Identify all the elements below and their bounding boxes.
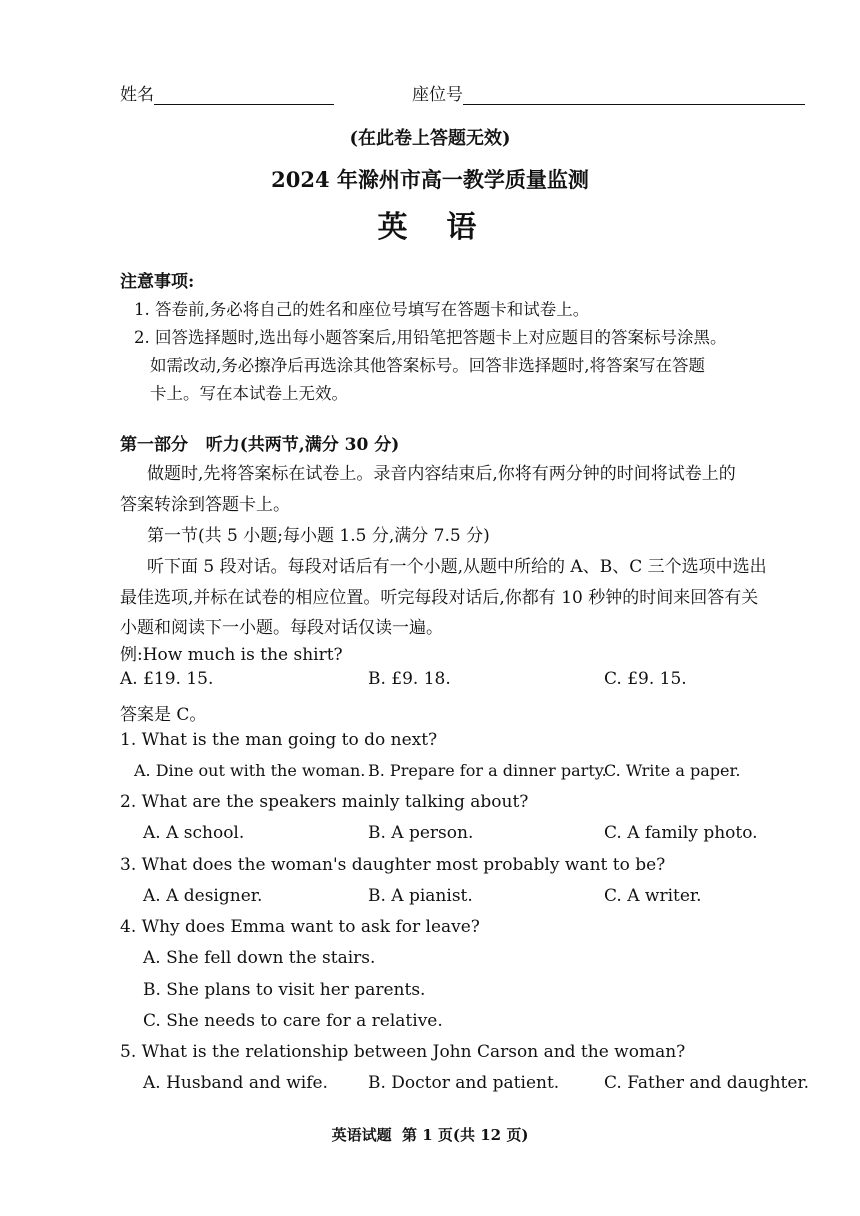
example-option-a: A. £19. 15.: [120, 669, 214, 689]
name-input-line[interactable]: [154, 84, 334, 105]
seat-field-row: [412, 80, 805, 105]
instruction-item-2-cont2: 卡上。写在本试卷上无效。: [150, 384, 348, 403]
example-option-c: C. £9. 15.: [604, 669, 687, 689]
question-4-stem: 4. Why does Emma want to ask for leave?: [120, 917, 480, 937]
section1-desc-line3: 小题和阅读下一小题。每段对话仅读一遍。: [120, 618, 443, 638]
seat-input-line[interactable]: [463, 84, 805, 105]
question-5-option-b[interactable]: B. Doctor and patient.: [368, 1073, 560, 1093]
question-1-option-b[interactable]: B. Prepare for a dinner party.: [368, 761, 607, 780]
section1-heading: 第一节(共 5 小题;每小题 1.5 分,满分 7.5 分): [147, 526, 490, 546]
subject-title: 英 语: [377, 210, 483, 245]
question-1-option-c[interactable]: C. Write a paper.: [604, 761, 741, 780]
question-3-stem: 3. What does the woman's daughter most probably want to be?: [120, 855, 666, 875]
exam-title: 2024 年滁州市高一教学质量监测: [271, 167, 589, 192]
question-5-option-c[interactable]: C. Father and daughter.: [604, 1073, 810, 1093]
invalid-notice: (在此卷上答题无效): [349, 128, 511, 149]
question-3-option-b[interactable]: B. A pianist.: [368, 886, 473, 906]
name-field-row: [120, 80, 334, 105]
question-1-option-a[interactable]: A. Dine out with the woman.: [134, 761, 366, 780]
part1-desc-line2: 答案转涂到答题卡上。: [120, 495, 290, 515]
question-2-option-b[interactable]: B. A person.: [368, 823, 474, 843]
part1-heading: 第一部分 听力(共两节,满分 30 分): [120, 435, 400, 455]
question-3-option-a[interactable]: A. A designer.: [143, 886, 263, 906]
example-option-b: B. £9. 18.: [368, 669, 451, 689]
page-footer: 英语试题 第 1 页(共 12 页): [331, 1126, 529, 1144]
example-answer: 答案是 C。: [120, 705, 207, 725]
section1-desc-line2: 最佳选项,并标在试卷的相应位置。听完每段对话后,你都有 10 秒钟的时间来回答有关: [120, 588, 759, 608]
question-4-option-a[interactable]: A. She fell down the stairs.: [143, 948, 376, 968]
question-1-stem: 1. What is the man going to do next?: [120, 730, 438, 750]
name-label: 姓名: [120, 85, 154, 105]
instruction-item-1: 1. 答卷前,务必将自己的姓名和座位号填写在答题卡和试卷上。: [134, 300, 590, 319]
question-5-stem: 5. What is the relationship between John Carson and the woman?: [120, 1042, 686, 1062]
instruction-item-2-cont: 如需改动,务必擦净后再选涂其他答案标号。回答非选择题时,将答案写在答题: [150, 356, 705, 375]
seat-label: 座位号: [412, 85, 463, 105]
part1-desc-line1: 做题时,先将答案标在试卷上。录音内容结束后,你将有两分钟的时间将试卷上的: [147, 464, 736, 484]
question-2-option-c[interactable]: C. A family photo.: [604, 823, 758, 843]
instructions-heading: 注意事项:: [120, 272, 195, 292]
question-3-option-c[interactable]: C. A writer.: [604, 886, 702, 906]
instruction-item-2: 2. 回答选择题时,选出每小题答案后,用铅笔把答题卡上对应题目的答案标号涂黑。: [134, 328, 727, 347]
question-4-option-c[interactable]: C. She needs to care for a relative.: [143, 1011, 443, 1031]
question-2-option-a[interactable]: A. A school.: [143, 823, 245, 843]
question-5-option-a[interactable]: A. Husband and wife.: [143, 1073, 328, 1093]
question-4-option-b[interactable]: B. She plans to visit her parents.: [143, 980, 426, 1000]
question-2-stem: 2. What are the speakers mainly talking about?: [120, 792, 529, 812]
section1-desc-line1: 听下面 5 段对话。每段对话后有一个小题,从题中所给的 A、B、C 三个选项中选出: [147, 557, 767, 577]
example-question: 例:How much is the shirt?: [120, 645, 343, 665]
